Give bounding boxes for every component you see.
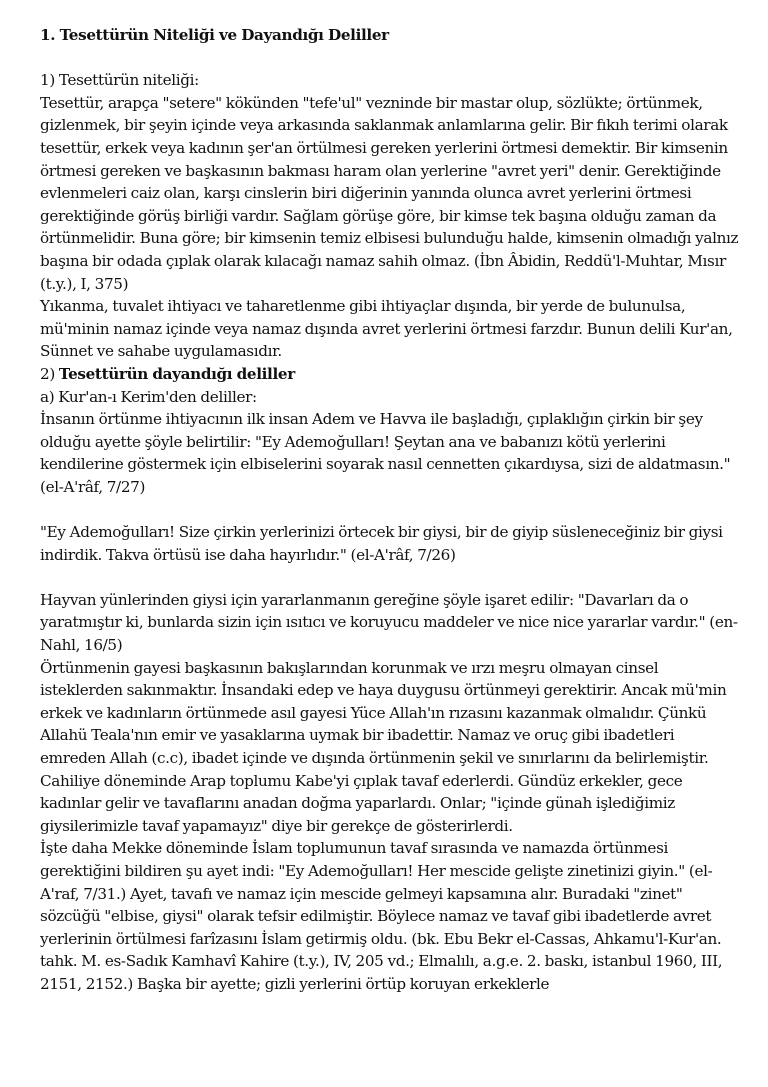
section-1-heading: 1) Tesettürün niteliği: bbox=[40, 71, 199, 90]
section-2a-heading: a) Kur'an-ı Kerim'den deliller: bbox=[40, 387, 257, 406]
paragraph-5: Hayvan yünlerinden giysi için yararlanmanın gereğine şöyle işaret edilir: "Davarları da o yaratmıştır ki, bunlarda sizin için ısıtıcı ve koruyucu maddeler ve nice nice yararlar vardır." (en-Nahl, 16/5) bbox=[40, 590, 738, 655]
paragraph-7: Cahiliye döneminde Arap toplumu Kabe'yi çıplak tavaf ederlerdi. Gündüz erkekler, gece kadınlar gelir ve tavaflarını anadan doğma yaparlardı. Onlar; "içinde günah işlediğimiz giysilerimizle tavaf yapamayız" diye bir gerekçe de gösterirlerdi. bbox=[40, 771, 683, 835]
paragraph-8: İşte daha Mekke döneminde İslam toplumunun tavaf sırasında ve namazda örtünmesi gerektiğini bildiren şu ayet indi: "Ey Ademoğulları! Her mescide gelişte zinetinizi giyin." (el-A'raf, 7/31.) Ayet, tavafı ve namaz için mescide gelmeyi kapsamına alır. Buradaki "zinet" sözcüğü "elbise, giysi" olarak tefsir edilmiştir. Böylece namaz ve tavaf gibi ibadetlerde avret yerlerinin örtülmesi farîzasını İslam getirmiş oldu. (bk. Ebu Bekr el-Cassas, Ahkamu'l-Kur'an. tahk. M. es-Sadık Kamhavî Kahire (t.y.), IV, 205 vd.; Elmalılı, a.g.e. 2. baskı, istanbul 1960, III, 2151, 2152.) Başka bir ayette; gizli yerlerini örtüp koruyan erkeklerle bbox=[40, 839, 723, 993]
spacer bbox=[40, 566, 742, 589]
section-2-heading: Tesettürün dayandığı deliller bbox=[58, 364, 295, 383]
section-2-number: 2) bbox=[40, 364, 59, 383]
paragraph-3: İnsanın örtünme ihtiyacının ilk insan Adem ve Havva ile başladığı, çıplaklığın çirkin bir şey olduğu ayette şöyle belirtilir: "Ey Ademoğulları! Şeytan ana ve babanızı kötü yerlerini kendilerine göstermek için elbiselerini soyarak nasıl cennetten çıkardıysa, sizi de aldatmasın." (el-A'râf, 7/27) bbox=[40, 410, 731, 496]
document-page bbox=[40, 24, 742, 996]
section-2-heading-line bbox=[40, 363, 742, 386]
document-title: 1. Tesettürün Niteliği ve Dayandığı Deliller bbox=[40, 26, 389, 44]
spacer bbox=[40, 498, 742, 521]
paragraph-4: "Ey Ademoğulları! Size çirkin yerlerinizi örtecek bir giysi, bir de giyip süsleneceğiniz bir giysi indirdik. Takva örtüsü ise daha hayırlıdır." (el-A'râf, 7/26) bbox=[40, 523, 723, 564]
paragraph-6: Örtünmenin gayesi başkasının bakışlarından korunmak ve ırzı meşru olmayan cinsel isteklerden sakınmaktır. İnsandaki edep ve haya duygusu örtünmeyi gerektirir. Ancak mü'min erkek ve kadınların örtünmede asıl gayesi Yüce Allah'ın rızasını kazanmak olmalıdır. Çünkü Allahü Teala'nın emir ve yasaklarına uymak bir ibadettir. Namaz ve oruç gibi ibadetleri emreden Allah (c.c), ibadet içinde ve dışında örtünmenin şekil ve sınırlarını da belirlemiştir. bbox=[40, 658, 727, 767]
paragraph-2: Yıkanma, tuvalet ihtiyacı ve taharetlenme gibi ihtiyaçlar dışında, bir yerde de bulunulsa, mü'minin namaz içinde veya namaz dışında avret yerlerini örtmesi farzdır. Bunun delili Kur'an, Sünnet ve sahabe uygulamasıdır. bbox=[40, 297, 733, 361]
paragraph-1: Tesettür, arapça "setere" kökünden "tefe'ul" vezninde bir mastar olup, sözlükte; örtünmek, gizlenmek, bir şeyin içinde veya arkasında saklanmak anlamlarına gelir. Bir fıkıh terimi olarak tesettür, erkek veya kadının şer'an örtülmesi gereken yerlerini örtmesi demektir. Bir kimsenin örtmesi gereken ve başkasının bakması haram olan yerlerine "avret yeri" denir. Gerektiğinde evlenmeleri caiz olan, karşı cinslerin biri diğerinin yanında olunca avret yerlerini örtmesi gerektiğinde görüş birliği vardır. Sağlam görüşe göre, bir kimse tek başına olduğu zaman da örtünmelidir. Buna göre; bir kimsenin temiz elbisesi bulunduğu halde, kimsenin olmadığı yalnız başına bir odada çıplak olarak kılacağı namaz sahih olmaz. (İbn Âbidin, Reddü'l-Muhtar, Mısır (t.y.), I, 375) bbox=[40, 93, 739, 293]
